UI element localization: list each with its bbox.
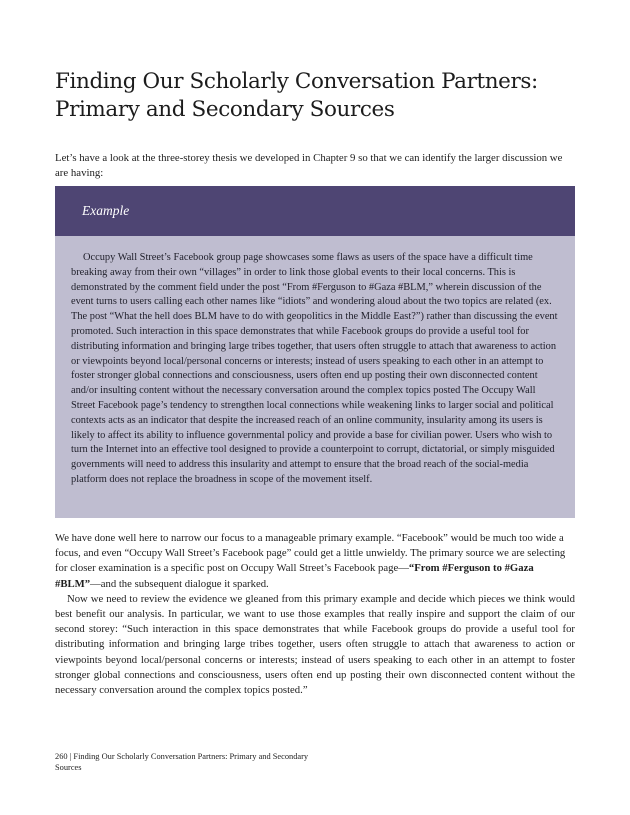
example-box <box>55 186 575 518</box>
post-title-bold: “From #Ferguson to #Gaza #BLM” <box>55 562 534 590</box>
example-label: Example <box>82 203 130 218</box>
body-paragraph-2: Now we need to review the evidence we gleaned from this primary example and decide which pieces we think would best benefit our analysis. In particular, we want to use those examples that really inspire and support the claim of our second storey: “Such interaction in this space demonstrates that while Facebook groups do provide a useful tool for distributing information and bringing large tribes together, users often struggle to attach that awareness to action or viewpoints beyond local/personal concerns or interests; instead of users speaking to each other in an attempt to foster stronger global connections and consciousness, users often end up posting their own disconnected content without the necessary conversation around the complex topics posted.” <box>55 592 575 697</box>
page-title: Finding Our Scholarly Conversation Partners: Primary and Secondary Sources <box>55 69 538 122</box>
body-text <box>55 531 575 698</box>
intro-paragraph: Let’s have a look at the three-storey thesis we developed in Chapter 9 so that we can identify the larger discussion we are having: <box>55 152 563 179</box>
example-header <box>55 186 575 236</box>
body-paragraph-1 <box>55 531 575 592</box>
example-body <box>55 236 575 518</box>
page-footer: 260 | Finding Our Scholarly Conversation Partners: Primary and Secondary Sources <box>55 752 309 772</box>
body-paragraph-1-text: We have done well here to narrow our focus to a manageable primary example. “Facebook” would be much too wide a focus, and even “Occupy Wall Street’s Facebook page” could get a little unwieldy. The primary source we are selecting for closer examination is a specific post on Occupy Wall Street’s Facebook page— <box>55 532 566 575</box>
example-text: Occupy Wall Street’s Facebook group page showcases some flaws as users of the space have a difficult time breaking away from their own “villages” in order to link those global events to their local concerns. This is demonstrated by the comment field under the post “From #Ferguson to #Gaza #BLM,” wherein discussion of the event turns to users calling each other names like “idiots” and wondering aloud about the two topics are related (ex. The post “What the hell does BLM have to do with geopolitics in the Middle East?”) rather than discussing the event promoted. Such interaction in this space demonstrates that while Facebook groups do provide a useful tool for distributing information and bringing large tribes together, that users often struggle to attach that awareness to action or viewpoints beyond local/personal concerns or interests; instead of users speaking to each other in an attempt to foster stronger global connections and consciousness, users often end up posting their own disconnected content and/or insulting content without the necessary conversation around the complex topics posted The Occupy Wall Street Facebook page’s tendency to strengthen local connections while weakening links to larger social and political contexts acts as an indicator that despite the increased reach of an online community, insularity among its users is likely to affect its ability to influence governmental policy and provide a base for civilian power. Users who wish to turn the Internet into an effective tool designed to provide a counterpoint to corrupt, dictatorial, or simply misguided governments will need to address this insularity and attempt to ensure that the broad reach of the social-media platform does not replace the broadness in scope of the movement itself. <box>71 252 558 485</box>
body-paragraph-1-tail: —and the subsequent dialogue it sparked. <box>90 577 269 590</box>
